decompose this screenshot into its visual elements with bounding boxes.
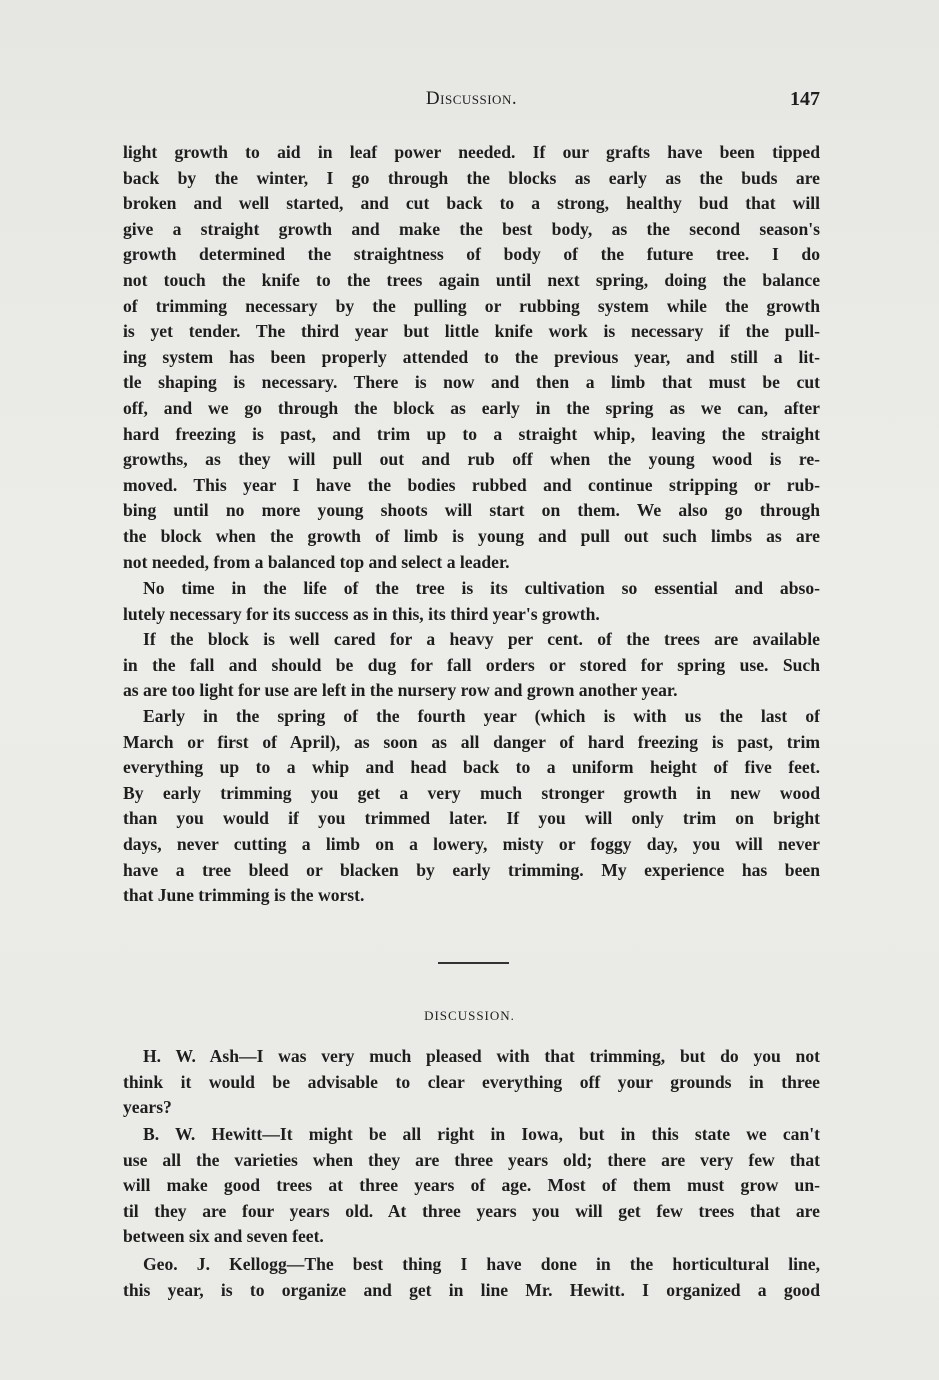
paragraph-ash xyxy=(123,1044,820,1121)
paragraph-fourth-year xyxy=(123,704,820,909)
text-line: not touch the knife to the trees again until next spring, doing the balance xyxy=(123,269,820,290)
paragraph-hewitt xyxy=(123,1122,820,1250)
paragraph-third-year xyxy=(123,576,820,627)
text-line: moved. This year I have the bodies rubbed and continue stripping or rub- xyxy=(123,474,820,495)
paragraph-trimming-method xyxy=(123,140,820,575)
text-line: Geo. J. Kellogg—The best thing I have done in the horticultural line, xyxy=(143,1254,820,1274)
text-line: growths, as they will pull out and rub off when the young wood is re- xyxy=(123,449,820,470)
text-line: not needed, from a balanced top and select a leader. xyxy=(123,551,510,572)
text-line: til they are four years old. At three years you will get few trees that are xyxy=(123,1200,820,1221)
text-line: By early trimming you get a very much stronger growth in new wood xyxy=(123,782,820,803)
text-line: broken and well started, and cut back to a strong, healthy bud that will xyxy=(123,193,820,214)
text-line: use all the varieties when they are three years old; there are very few that xyxy=(123,1149,820,1170)
text-line: between six and seven feet. xyxy=(123,1226,324,1247)
text-line: H. W. Ash—I was very much pleased with that trimming, but do you not xyxy=(143,1046,820,1066)
text-line: March or first of April), as soon as all danger of hard freezing is past, trim xyxy=(123,731,820,752)
text-line: Early in the spring of the fourth year (which is with us the last of xyxy=(143,706,820,726)
text-line: light growth to aid in leaf power needed. If our grafts have been tipped xyxy=(123,142,820,162)
text-line: years? xyxy=(123,1097,172,1118)
text-line: back by the winter, I go through the blocks as early as the buds are xyxy=(123,167,820,188)
text-line: as are too light for use are left in the nursery row and grown another year. xyxy=(123,680,678,701)
text-line: B. W. Hewitt—It might be all right in Iowa, but in this state we can't xyxy=(143,1124,820,1144)
text-line: that June trimming is the worst. xyxy=(123,885,365,906)
text-line: hard freezing is past, and trim up to a straight whip, leaving the straight xyxy=(123,423,820,444)
text-line: this year, is to organize and get in line Mr. Hewitt. I organized a good xyxy=(123,1279,820,1300)
text-line: have a tree bleed or blacken by early trimming. My experience has been xyxy=(123,859,820,880)
paragraph-fall-orders xyxy=(123,627,820,704)
text-line: think it would be advisable to clear everything off your grounds in three xyxy=(123,1071,820,1092)
text-line: of trimming necessary by the pulling or rubbing system while the growth xyxy=(123,295,820,316)
running-head: Discussion. xyxy=(425,88,518,109)
section-divider xyxy=(438,962,509,964)
text-line: give a straight growth and make the best body, as the second season's xyxy=(123,218,820,239)
text-line: growth determined the straightness of body of the future tree. I do xyxy=(123,244,820,265)
text-line: is yet tender. The third year but little knife work is necessary if the pull- xyxy=(123,321,820,342)
section-heading: DISCUSSION. xyxy=(424,1008,515,1023)
text-line: lutely necessary for its success as in this, its third year's growth. xyxy=(123,603,600,624)
text-line: bing until no more young shoots will start on them. We also go through xyxy=(123,500,820,521)
text-line: in the fall and should be dug for fall orders or stored for spring use. Such xyxy=(123,654,820,675)
text-line: than you would if you trimmed later. If you will only trim on bright xyxy=(123,808,820,829)
page-header xyxy=(123,88,820,116)
text-line: tle shaping is necessary. There is now and then a limb that must be cut xyxy=(123,372,820,393)
text-line: No time in the life of the tree is its cultivation so essential and abso- xyxy=(143,578,820,598)
text-line: everything up to a whip and head back to a uniform height of five feet. xyxy=(123,757,820,778)
text-line: the block when the growth of limb is young and pull out such limbs as are xyxy=(123,525,820,546)
text-line: If the block is well cared for a heavy per cent. of the trees are available xyxy=(143,629,820,649)
text-line: ing system has been properly attended to the previous year, and still a lit- xyxy=(123,346,820,367)
page-number: 147 xyxy=(790,88,820,110)
text-line: off, and we go through the block as early in the spring as we can, after xyxy=(123,397,820,418)
text-line: will make good trees at three years of age. Most of them must grow un- xyxy=(123,1175,820,1196)
text-line: days, never cutting a limb on a lowery, misty or foggy day, you will never xyxy=(123,833,820,854)
paragraph-kellogg xyxy=(123,1252,820,1303)
